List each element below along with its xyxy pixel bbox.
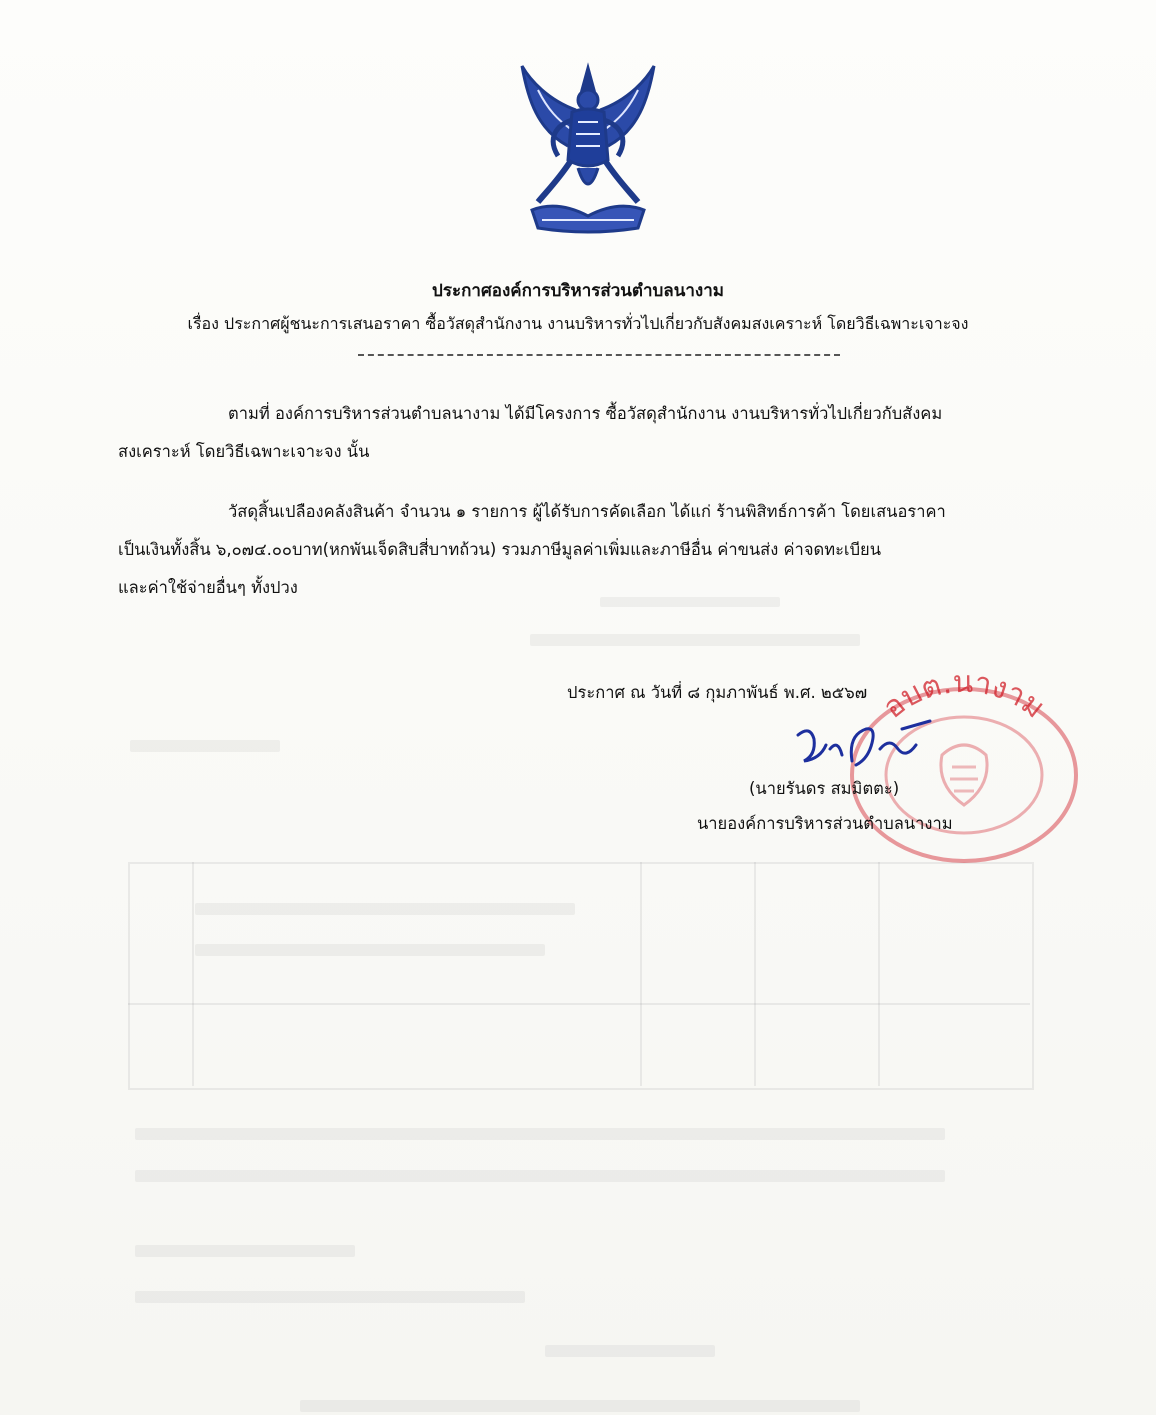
document-subject: เรื่อง ประกาศผู้ชนะการเสนอราคา ซื้อวัสดุสำนักงาน งานบริหารทั่วไปเกี่ยวกับสังคมสงเคราะห์ โดยวิธีเฉพาะเจาะจง — [187, 314, 969, 333]
divider — [358, 354, 840, 356]
paragraph-line: และค่าใช้จ่ายอื่นๆ ทั้งปวง — [118, 578, 298, 597]
signer-name: (นายรันดร สมมิตตะ) — [749, 779, 900, 798]
announcement-date: ประกาศ ณ วันที่ ๘ กุมภาพันธ์ พ.ศ. ๒๕๖๗ — [567, 683, 868, 702]
paragraph-line: วัสดุสิ้นเปลืองคลังสินค้า จำนวน ๑ รายการ ผู้ได้รับการคัดเลือก ได้แก่ ร้านพิสิทธ์การค้า โดยเสนอราคา — [228, 502, 946, 521]
paragraph-winner — [118, 493, 1058, 607]
signature — [790, 715, 940, 775]
seal-text: อบต.นางาม — [876, 675, 1052, 726]
signer-title: นายองค์การบริหารส่วนตำบลนางาม — [697, 814, 953, 833]
paragraph-line: สงเคราะห์ โดยวิธีเฉพาะเจาะจง นั้น — [118, 442, 370, 461]
paragraph-line: ตามที่ องค์การบริหารส่วนตำบลนางาม ได้มีโครงการ ซื้อวัสดุสำนักงาน งานบริหารทั่วไปเกี่ยวกับสังคม — [228, 404, 943, 423]
paragraph-project — [118, 395, 1058, 471]
page-title: ประกาศองค์การบริหารส่วนตำบลนางาม — [432, 281, 724, 301]
paragraph-line: เป็นเงินทั้งสิ้น ๖,๐๗๔.๐๐บาท(หกพันเจ็ดสิบสี่บาทถ้วน) รวมภาษีมูลค่าเพิ่มและภาษีอื่น ค่าขนส่ง ค่าจดทะเบียน — [118, 540, 881, 559]
garuda-emblem-icon — [518, 60, 658, 240]
